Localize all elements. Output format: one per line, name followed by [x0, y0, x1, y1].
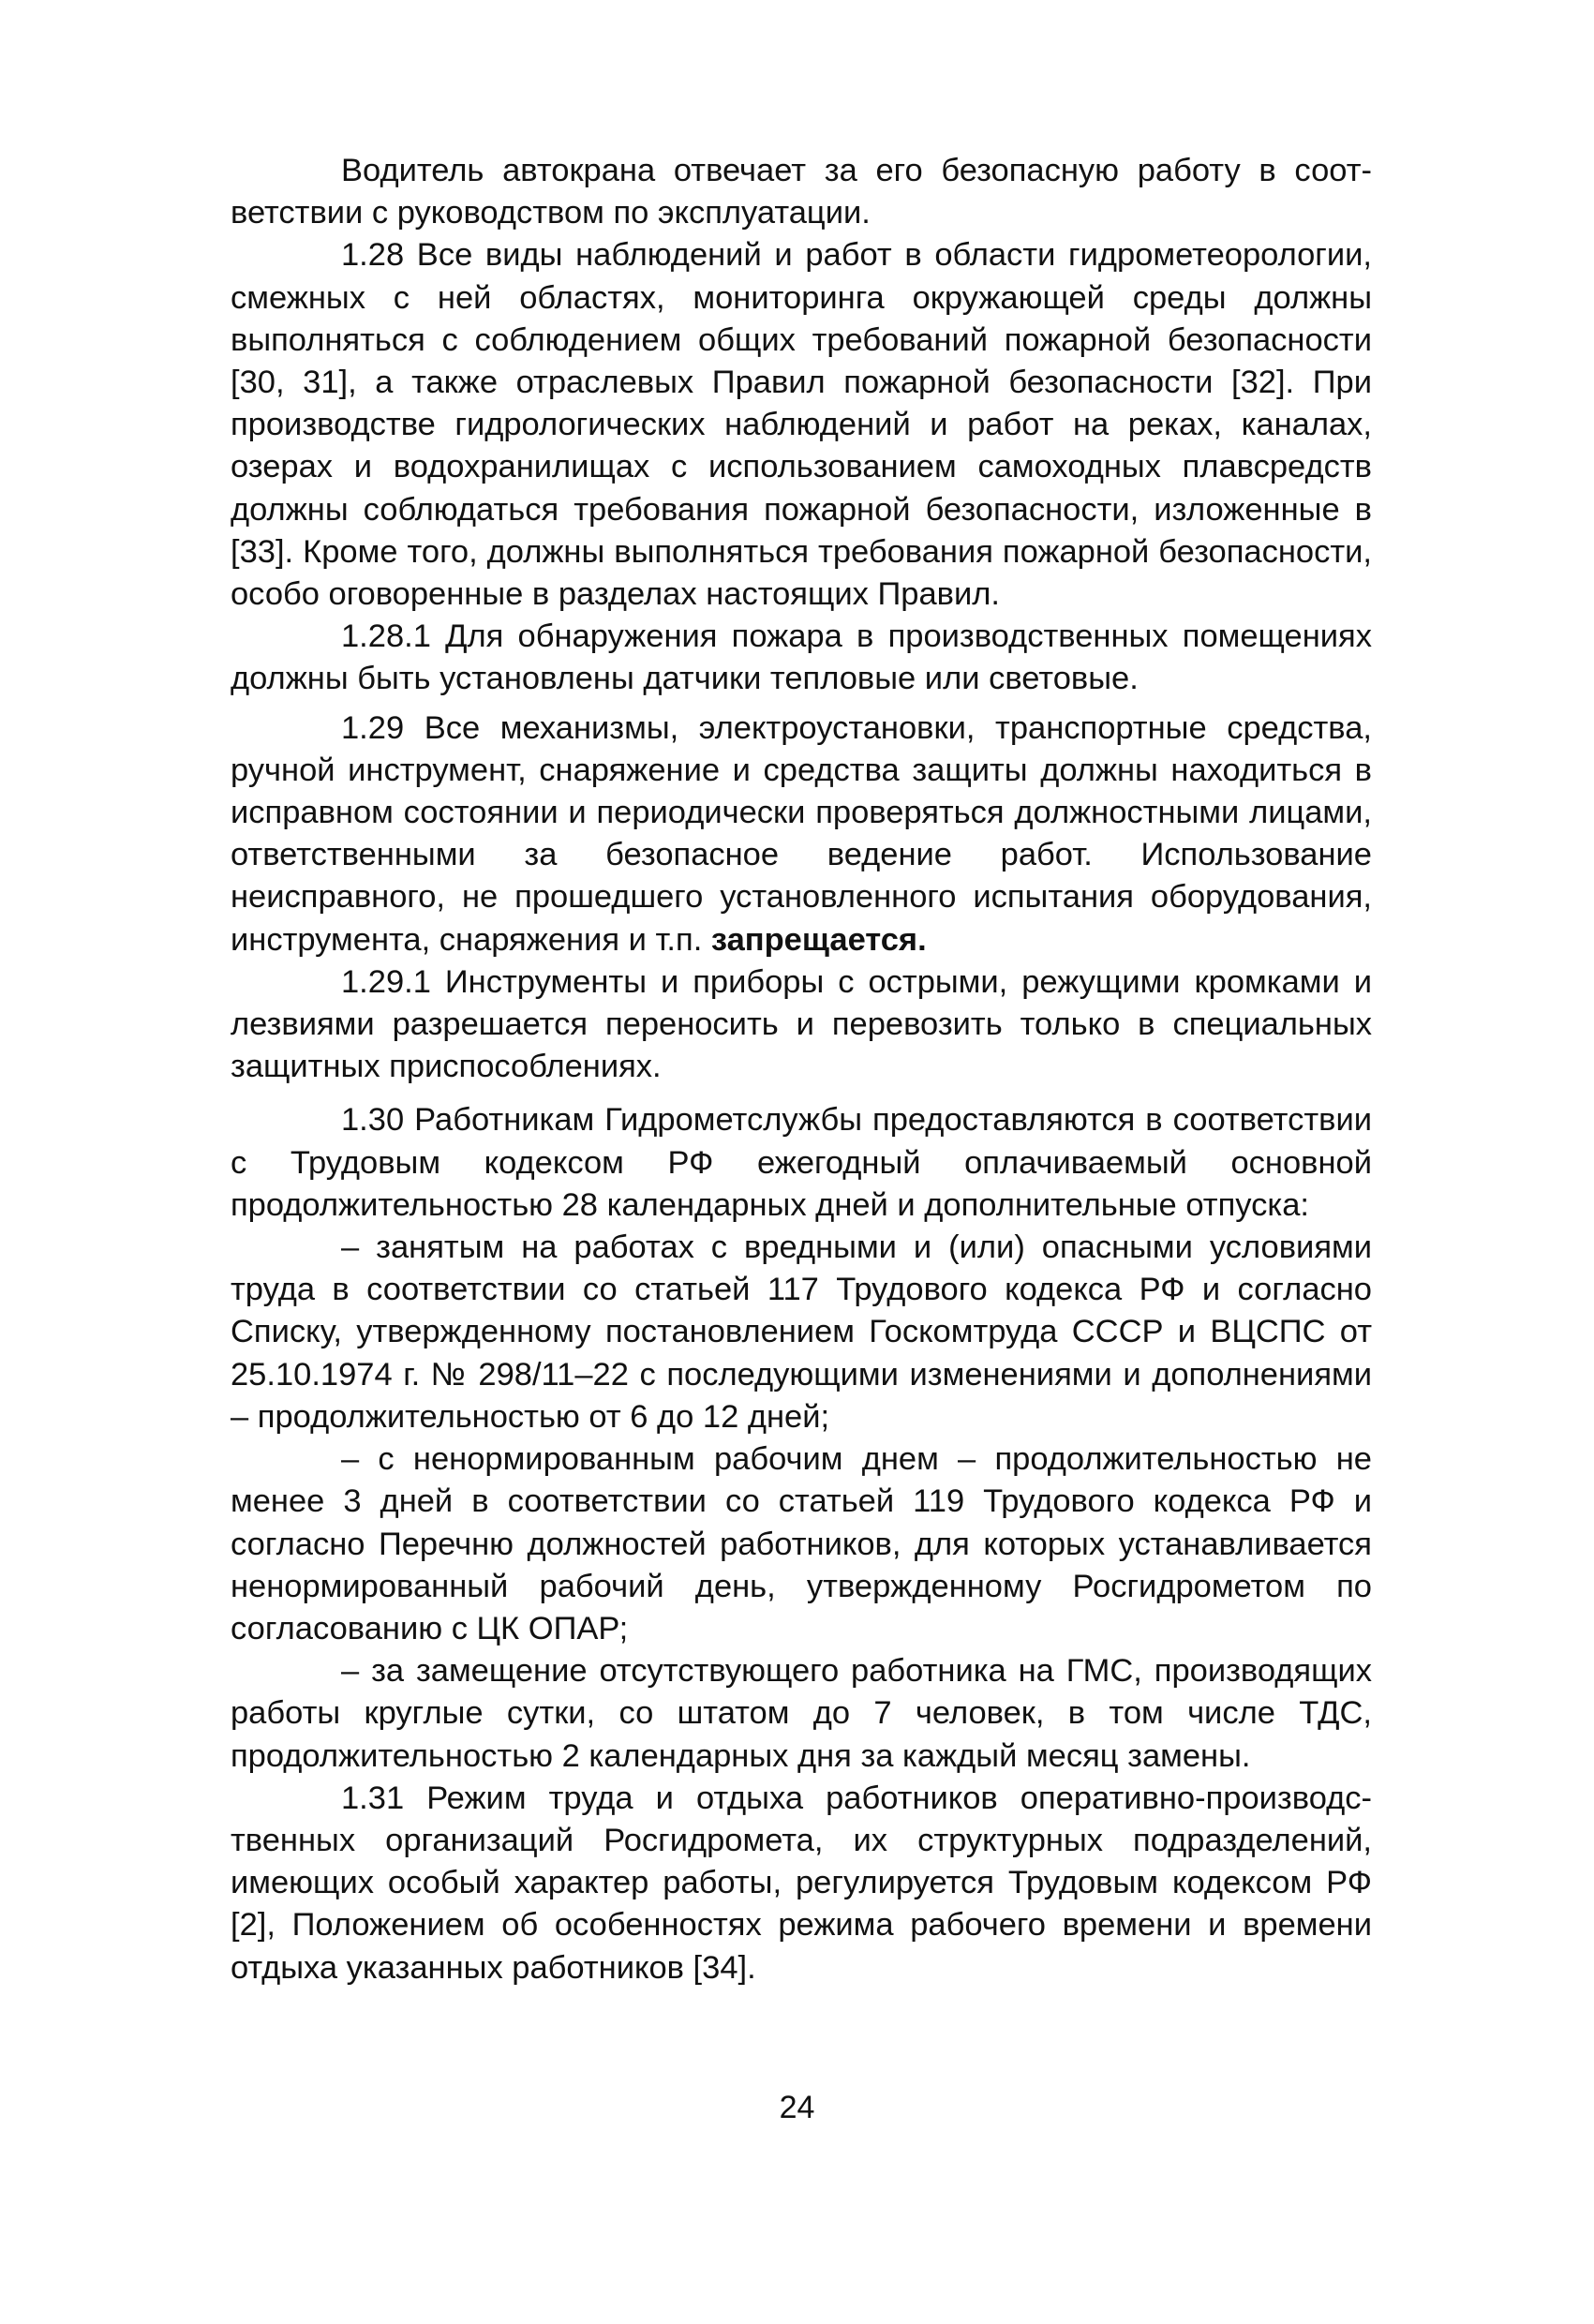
- document-body: [231, 150, 1372, 1989]
- list-item-hazardous-work: – занятым на работах с вредными и (или) опасными условиями труда в соответствии со статьей 117 Трудового кодекса РФ и согласно Списку, утвержденному постановлением Госкомтруда СССР и ВЦСПС от 25.10.1974 г. № 298/11–22 с последующими изменениями и дополнениями – продолжительностью от 6 до 12 дней;: [231, 1229, 1372, 1435]
- paragraph-1-30: 1.30 Работникам Гидрометслужбы предоставляются в соответствии с Трудовым кодексом РФ ежегодный оплачиваемый основной продолжительностью 28 календарных дней и дополнительные отпуска:: [231, 1102, 1372, 1223]
- page-number: 24: [779, 2090, 815, 2125]
- list-item-irregular-hours: – с ненормированным рабочим днем – продолжительностью не менее 3 дней в соответствии со статьей 119 Трудового кодекса РФ и согласно Перечню должностей работников, для которых устанавливается ненормированный рабочий день, утвержденному Росгидрометом по согласованию с ЦК ОПАР;: [231, 1441, 1372, 1646]
- prohibited-emphasis: запрещается.: [710, 921, 927, 958]
- paragraph-1-29: [231, 708, 1372, 961]
- list-item-replacement: – за замещение отсутствующего работника на ГМС, производящих работы круглые сутки, со штатом до 7 человек, в том числе ТДС, продолжительностью 2 календарных дня за каждый месяц замены.: [231, 1653, 1372, 1774]
- paragraph-intro: Водитель автокрана отвечает за его безопасную работу в соответствии с руководством по эксплуатации.: [231, 153, 1372, 231]
- paragraph-1-29-text: 1.29 Все механизмы, электроустановки, транспортные средства, ручной инструмент, снаряжение и средства защиты должны находиться в исправном состоянии и периодически проверяться должностными лицами, ответственными за безопасное ведение работ. Использование неисправного, не прошедшего установленного испытания оборудования, инструмента, снаряжения и т.п.: [231, 709, 1372, 958]
- paragraph-1-29-1: 1.29.1 Инструменты и приборы с острыми, режущими кромками и лезвиями разрешается переносить и перевозить только в специальных защитных приспособлениях.: [231, 963, 1372, 1085]
- paragraph-1-28-1: 1.28.1 Для обнаружения пожара в производственных помещениях должны быть установлены датчики тепловые или световые.: [231, 618, 1372, 697]
- paragraph-1-28: 1.28 Все виды наблюдений и работ в области гидрометеорологии, смежных с ней областях, мониторинга окружающей среды должны выполняться с соблюдением общих требований пожарной безопасности [30, 31], а также отраслевых Правил пожарной безопасности [32]. При производстве гидрологических наблюдений и работ на реках, каналах, озерах и водохранилищах с использованием самоходных плавсредств должны соблюдаться требования пожарной безопасности, изложенные в [33]. Кроме того, должны выполняться требования пожарной безопасности, особо оговоренные в разделах настоящих Правил.: [231, 237, 1372, 613]
- paragraph-1-31: 1.31 Режим труда и отдыха работников оперативно-производственных организаций Росгидромета, их структурных подразделений, имеющих особый характер работы, регулируется Трудовым кодексом РФ [2], Положением об особенностях режима рабочего времени и времени отдыха указанных работников [34].: [231, 1780, 1372, 1986]
